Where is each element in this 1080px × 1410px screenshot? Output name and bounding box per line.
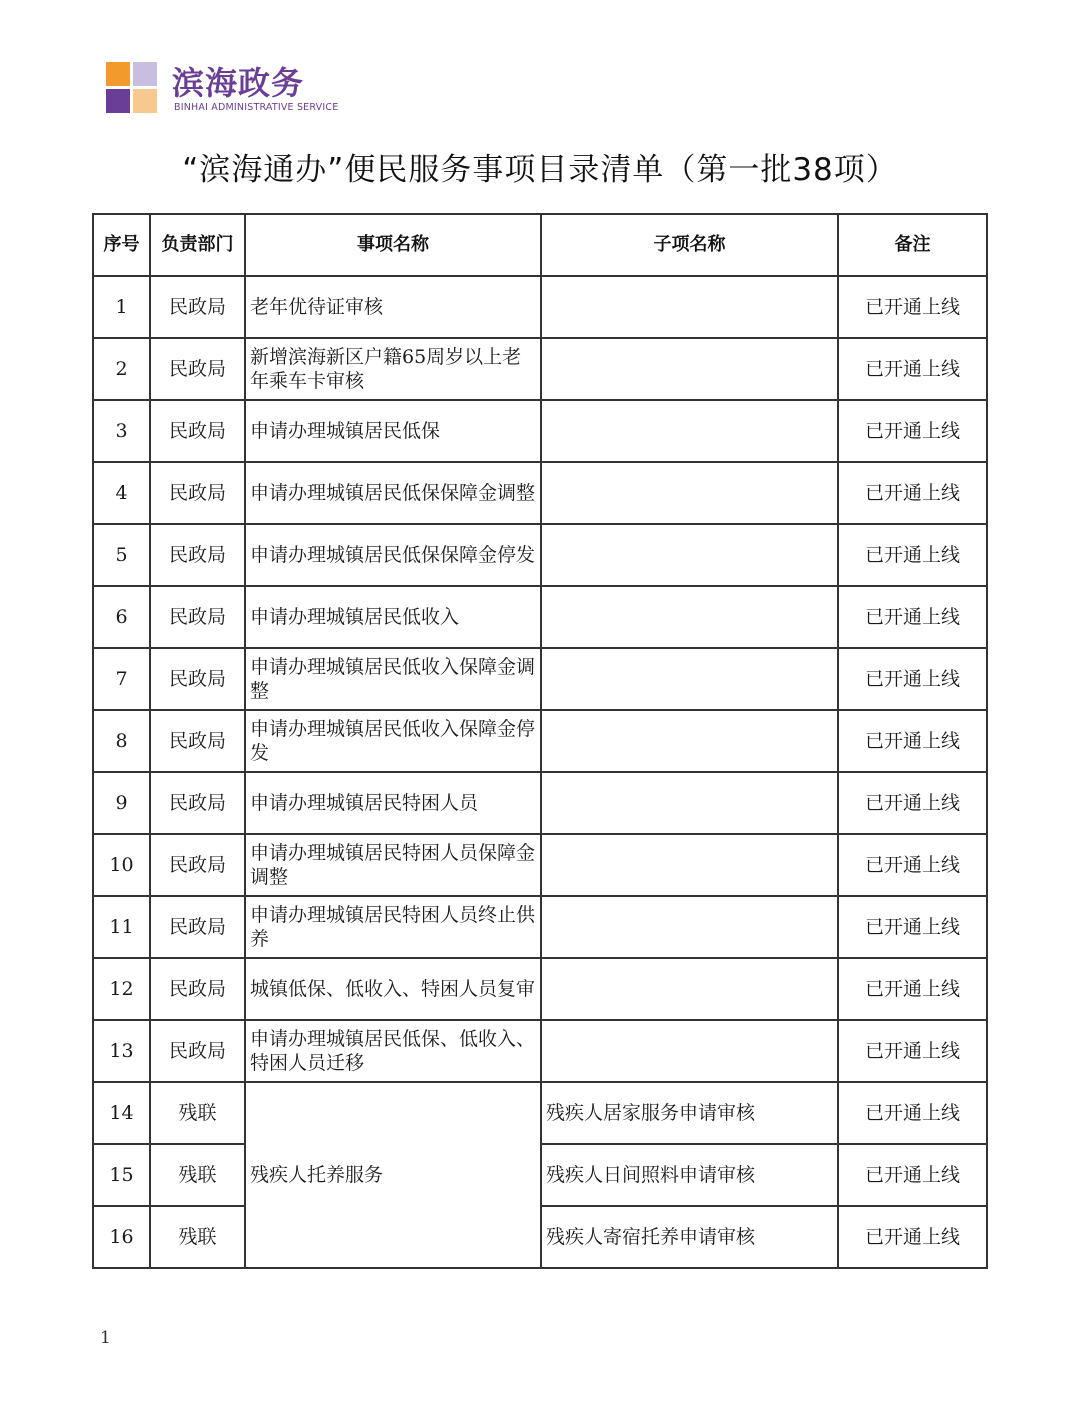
row-sub-item bbox=[541, 1020, 838, 1082]
row-number: 16 bbox=[93, 1206, 150, 1268]
row-sub-item: 残疾人寄宿托养申请审核 bbox=[541, 1206, 838, 1268]
row-item-name: 申请办理城镇居民低收入 bbox=[245, 586, 541, 648]
row-note: 已开通上线 bbox=[838, 1082, 987, 1144]
page-title: “滨海通办”便民服务事项目录清单（第一批38项） bbox=[182, 152, 898, 188]
row-number: 4 bbox=[93, 462, 150, 524]
row-sub-item bbox=[541, 896, 838, 958]
row-dept: 民政局 bbox=[150, 958, 245, 1020]
table-row bbox=[93, 276, 987, 338]
row-dept: 民政局 bbox=[150, 648, 245, 710]
row-sub-item bbox=[541, 524, 838, 586]
row-item-name-merged: 残疾人托养服务 bbox=[245, 1082, 541, 1268]
logo-subtitle: BINHAI ADMINISTRATIVE SERVICE bbox=[174, 102, 339, 113]
row-number: 2 bbox=[93, 338, 150, 400]
row-item-name: 老年优待证审核 bbox=[245, 276, 541, 338]
table-row bbox=[93, 896, 987, 958]
page-number: 1 bbox=[100, 1328, 111, 1348]
row-note: 已开通上线 bbox=[838, 524, 987, 586]
table-row bbox=[93, 338, 987, 400]
row-sub-item bbox=[541, 586, 838, 648]
row-dept: 民政局 bbox=[150, 586, 245, 648]
row-item-name: 申请办理城镇居民特困人员终止供养 bbox=[245, 896, 541, 958]
row-sub-item bbox=[541, 710, 838, 772]
row-note: 已开通上线 bbox=[838, 338, 987, 400]
logo-squares-icon bbox=[106, 62, 158, 114]
row-note: 已开通上线 bbox=[838, 772, 987, 834]
row-dept: 民政局 bbox=[150, 772, 245, 834]
row-number: 13 bbox=[93, 1020, 150, 1082]
row-number: 8 bbox=[93, 710, 150, 772]
row-number: 10 bbox=[93, 834, 150, 896]
header-no: 序号 bbox=[93, 214, 150, 276]
row-note: 已开通上线 bbox=[838, 276, 987, 338]
logo bbox=[106, 62, 346, 116]
table-row bbox=[93, 834, 987, 896]
row-dept: 民政局 bbox=[150, 276, 245, 338]
row-note: 已开通上线 bbox=[838, 648, 987, 710]
row-number: 11 bbox=[93, 896, 150, 958]
row-number: 15 bbox=[93, 1144, 150, 1206]
row-dept: 民政局 bbox=[150, 524, 245, 586]
row-number: 7 bbox=[93, 648, 150, 710]
row-note: 已开通上线 bbox=[838, 958, 987, 1020]
row-number: 12 bbox=[93, 958, 150, 1020]
table-row bbox=[93, 958, 987, 1020]
row-sub-item bbox=[541, 462, 838, 524]
row-number: 6 bbox=[93, 586, 150, 648]
row-sub-item bbox=[541, 648, 838, 710]
row-item-name: 申请办理城镇居民低收入保障金停发 bbox=[245, 710, 541, 772]
header-dept: 负责部门 bbox=[150, 214, 245, 276]
service-list-table bbox=[92, 213, 988, 1269]
row-sub-item bbox=[541, 958, 838, 1020]
row-number: 9 bbox=[93, 772, 150, 834]
header-note: 备注 bbox=[838, 214, 987, 276]
row-dept: 民政局 bbox=[150, 462, 245, 524]
row-item-name: 申请办理城镇居民特困人员保障金调整 bbox=[245, 834, 541, 896]
row-note: 已开通上线 bbox=[838, 896, 987, 958]
row-sub-item: 残疾人日间照料申请审核 bbox=[541, 1144, 838, 1206]
row-number: 14 bbox=[93, 1082, 150, 1144]
table-header-row bbox=[93, 214, 987, 276]
logo-name: 滨海政务 bbox=[172, 64, 305, 102]
row-item-name: 申请办理城镇居民低保保障金调整 bbox=[245, 462, 541, 524]
row-dept: 民政局 bbox=[150, 834, 245, 896]
table-row bbox=[93, 710, 987, 772]
table-row bbox=[93, 524, 987, 586]
row-sub-item bbox=[541, 834, 838, 896]
row-note: 已开通上线 bbox=[838, 834, 987, 896]
row-number: 3 bbox=[93, 400, 150, 462]
row-item-name: 申请办理城镇居民低保、低收入、特困人员迁移 bbox=[245, 1020, 541, 1082]
row-sub-item bbox=[541, 772, 838, 834]
table-row bbox=[93, 772, 987, 834]
row-note: 已开通上线 bbox=[838, 400, 987, 462]
row-dept: 民政局 bbox=[150, 710, 245, 772]
row-dept: 残联 bbox=[150, 1206, 245, 1268]
row-number: 1 bbox=[93, 276, 150, 338]
header-sub: 子项名称 bbox=[541, 214, 838, 276]
row-sub-item: 残疾人居家服务申请审核 bbox=[541, 1082, 838, 1144]
table-row bbox=[93, 648, 987, 710]
table-row bbox=[93, 400, 987, 462]
row-dept: 民政局 bbox=[150, 896, 245, 958]
row-item-name: 申请办理城镇居民低保保障金停发 bbox=[245, 524, 541, 586]
row-dept: 残联 bbox=[150, 1082, 245, 1144]
row-note: 已开通上线 bbox=[838, 710, 987, 772]
row-item-name: 申请办理城镇居民低保 bbox=[245, 400, 541, 462]
row-note: 已开通上线 bbox=[838, 586, 987, 648]
row-item-name: 申请办理城镇居民特困人员 bbox=[245, 772, 541, 834]
row-note: 已开通上线 bbox=[838, 462, 987, 524]
row-note: 已开通上线 bbox=[838, 1144, 987, 1206]
row-sub-item bbox=[541, 338, 838, 400]
row-item-name: 新增滨海新区户籍65周岁以上老年乘车卡审核 bbox=[245, 338, 541, 400]
row-dept: 残联 bbox=[150, 1144, 245, 1206]
row-number: 5 bbox=[93, 524, 150, 586]
row-note: 已开通上线 bbox=[838, 1206, 987, 1268]
table-row bbox=[93, 462, 987, 524]
row-dept: 民政局 bbox=[150, 1020, 245, 1082]
row-dept: 民政局 bbox=[150, 400, 245, 462]
row-item-name: 城镇低保、低收入、特困人员复审 bbox=[245, 958, 541, 1020]
row-sub-item bbox=[541, 276, 838, 338]
row-sub-item bbox=[541, 400, 838, 462]
table-row bbox=[93, 1082, 987, 1144]
table-row bbox=[93, 586, 987, 648]
row-note: 已开通上线 bbox=[838, 1020, 987, 1082]
header-name: 事项名称 bbox=[245, 214, 541, 276]
table-row bbox=[93, 1020, 987, 1082]
row-dept: 民政局 bbox=[150, 338, 245, 400]
row-item-name: 申请办理城镇居民低收入保障金调整 bbox=[245, 648, 541, 710]
